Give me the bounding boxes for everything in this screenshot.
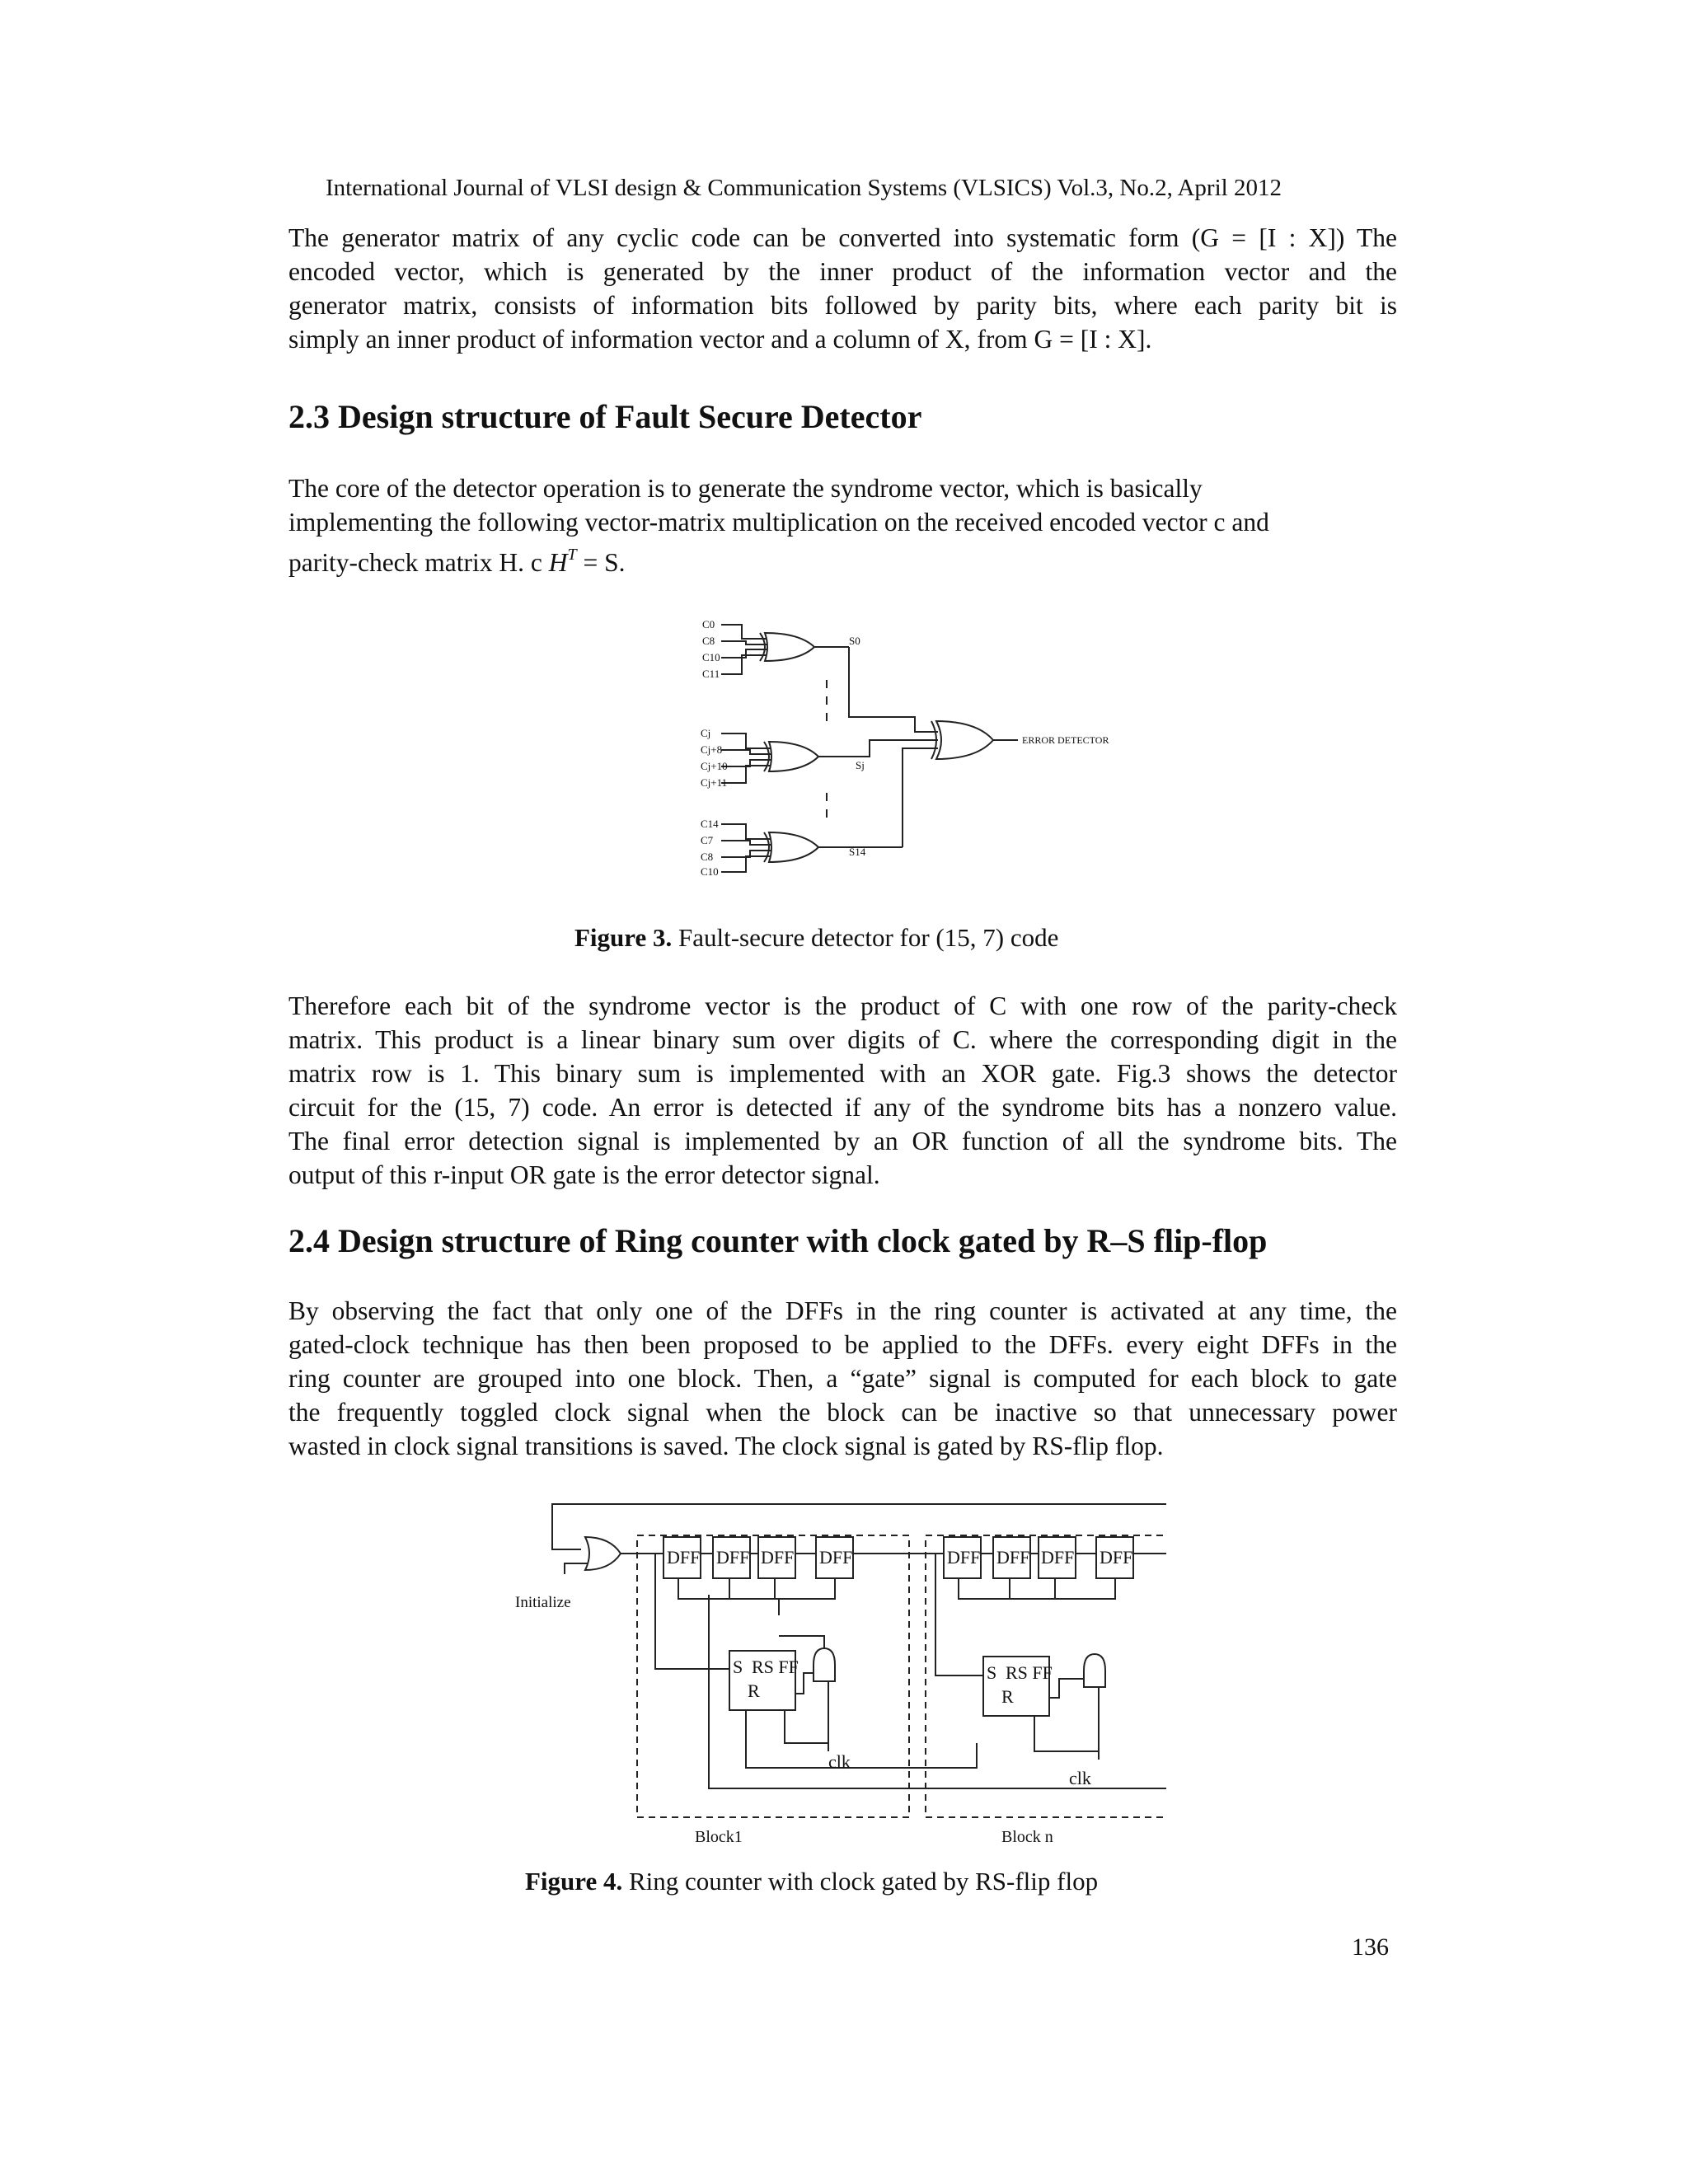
wire <box>849 647 938 732</box>
input-label: C14 <box>701 818 719 830</box>
syndrome-label: Sj <box>856 759 865 771</box>
dff-label: DFF <box>1041 1547 1075 1568</box>
wire <box>721 625 767 639</box>
output-label: ERROR DETECTOR <box>1022 734 1109 746</box>
text-line: encoded vector, which is generated by the inner product of the information vector and the <box>288 257 1397 286</box>
wire <box>1049 1679 1084 1698</box>
text-line: The core of the detector operation is to generate the syndrome vector, which is basically <box>288 474 1203 503</box>
block-label: Block n <box>1001 1828 1053 1846</box>
input-label: C8 <box>702 635 715 647</box>
reset-wire <box>746 1710 977 1768</box>
dff-label: DFF <box>819 1547 853 1568</box>
paragraph-syndrome <box>288 989 1397 1192</box>
text-line: wasted in clock signal transitions is saved. The clock signal is gated by RS-flip flop. <box>288 1432 1164 1460</box>
input-or-gate <box>585 1537 621 1570</box>
rs-r-label: R <box>1001 1686 1014 1707</box>
clock-bus <box>678 1578 835 1599</box>
set-wire <box>935 1554 983 1675</box>
dff-label: DFF <box>667 1547 701 1568</box>
paragraph-detector-operation <box>288 471 1385 583</box>
initialize-wire <box>565 1563 588 1574</box>
text-line: The final error detection signal is implemented by an OR function of all the syndrome bits. The <box>288 1127 1397 1155</box>
wire <box>721 641 767 644</box>
text-line: simply an inner product of information vector and a column of X, from G = [I : X]. <box>288 325 1152 354</box>
caption-label: Figure 4. <box>525 1867 623 1896</box>
input-label: Cj+10 <box>701 760 728 772</box>
rs-s-label: S <box>987 1662 997 1683</box>
input-label: C8 <box>701 851 714 863</box>
wire <box>721 841 771 845</box>
section-heading-2-4: 2.4 Design structure of Ring counter with clock gated by R–S flip-flop <box>288 1222 1268 1259</box>
figure-3-detector-circuit <box>684 610 1113 898</box>
dff-label: DFF <box>996 1547 1030 1568</box>
equation-suffix: = S. <box>576 548 626 577</box>
text-line: implementing the following vector-matrix multiplication on the received encoded vector c and <box>288 508 1269 537</box>
equation-transpose: T <box>567 546 577 564</box>
text-line: matrix. This product is a linear binary sum over digits of C. where the corresponding digit in the <box>288 1025 1397 1054</box>
text-line: matrix row is 1. This binary sum is implemented with an XOR gate. Fig.3 shows the detector <box>288 1059 1397 1088</box>
input-label: Cj+11 <box>701 776 728 789</box>
syndrome-label: S14 <box>849 846 866 858</box>
wire <box>785 1710 828 1743</box>
figure-4-caption <box>525 1867 1098 1896</box>
paragraph-generator-matrix <box>288 221 1397 356</box>
rs-r-label: R <box>748 1680 760 1701</box>
syndrome-label: S0 <box>849 635 860 647</box>
input-label: C11 <box>702 668 720 680</box>
caption-label: Figure 3. <box>574 923 673 952</box>
set-wire <box>655 1554 729 1669</box>
text-line: Therefore each bit of the syndrome vector is the product of C with one row of the parity-check <box>288 991 1397 1020</box>
text-line: By observing the fact that only one of the DFFs in the ring counter is activated at any time, the <box>288 1296 1397 1325</box>
text-line: The generator matrix of any cyclic code can be converted into systematic form (G = [I : X]) The <box>288 223 1397 252</box>
rs-s-label: S <box>733 1657 743 1677</box>
clk-label: clk <box>1069 1768 1091 1788</box>
input-label: C7 <box>701 834 714 846</box>
wire <box>721 824 771 839</box>
section-heading-2-3: 2.3 Design structure of Fault Secure Detector <box>288 398 922 435</box>
or-gate-final <box>936 721 993 759</box>
rsff-label: RS FF <box>752 1657 799 1677</box>
paragraph-ring-counter <box>288 1294 1397 1463</box>
dff-label: DFF <box>1100 1547 1133 1568</box>
clock-bus <box>959 1578 1115 1599</box>
wire <box>709 1595 1166 1788</box>
dff-label: DFF <box>716 1547 750 1568</box>
and-gate <box>1084 1654 1105 1687</box>
xor-gate-1-back <box>760 633 765 661</box>
wire <box>903 748 938 847</box>
wire <box>721 750 771 754</box>
text-line: circuit for the (15, 7) code. An error is detected if any of the syndrome bits has a nonzero value. <box>288 1093 1397 1122</box>
clk-label: clk <box>828 1751 851 1772</box>
wire <box>721 649 767 658</box>
figure-4-ring-counter <box>507 1496 1166 1858</box>
xor-gate-3 <box>769 832 818 862</box>
xor-gate-2 <box>769 742 818 771</box>
input-label: C0 <box>702 618 715 630</box>
wire <box>779 1636 824 1648</box>
equation-line <box>288 546 1385 583</box>
equation-prefix: parity-check matrix H. c <box>288 548 549 577</box>
wire <box>1034 1716 1099 1751</box>
wire <box>721 733 771 748</box>
xor-gate-1 <box>765 633 814 661</box>
initialize-label: Initialize <box>515 1594 571 1611</box>
input-label: C10 <box>701 865 719 878</box>
xor-gate-2-back <box>764 742 769 771</box>
text-line: gated-clock technique has then been proposed to be applied to the DFFs. every eight DFFs in the <box>288 1330 1397 1359</box>
dff-label: DFF <box>761 1547 795 1568</box>
xor-gate-3-back <box>764 832 769 862</box>
caption-text: Fault-secure detector for (15, 7) code <box>672 923 1059 952</box>
figure-3-caption <box>574 923 1058 953</box>
wire <box>721 856 771 872</box>
input-label: C10 <box>702 651 720 663</box>
and-gate <box>814 1648 835 1681</box>
text-line: ring counter are grouped into one block. Then, a “gate” signal is computed for each block to gate <box>288 1364 1397 1393</box>
running-header: International Journal of VLSI design & Communication Systems (VLSICS) Vol.3, No.2, April 2012 <box>326 175 1282 201</box>
text-line: the frequently toggled clock signal when the block can be inactive so that unnecessary power <box>288 1398 1397 1427</box>
text-line: output of this r-input OR gate is the error detector signal. <box>288 1160 880 1189</box>
text-line: generator matrix, consists of information bits followed by parity bits, where each parity bit is <box>288 291 1397 320</box>
input-label: Cj+8 <box>701 743 723 756</box>
rsff-label: RS FF <box>1006 1662 1053 1683</box>
block-label: Block1 <box>695 1828 743 1846</box>
input-label: Cj <box>701 727 711 739</box>
caption-text: Ring counter with clock gated by RS-flip flop <box>622 1867 1099 1896</box>
wire <box>721 766 771 783</box>
page-number: 136 <box>1352 1933 1389 1961</box>
equation-h: H <box>548 548 568 577</box>
dff-label: DFF <box>947 1547 981 1568</box>
